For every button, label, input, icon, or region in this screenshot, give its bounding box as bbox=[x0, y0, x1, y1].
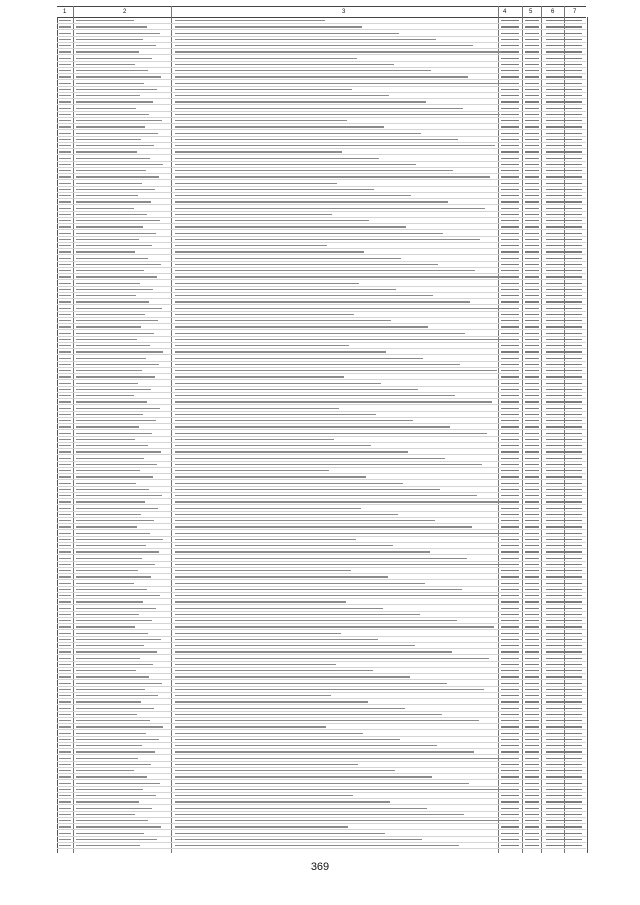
table-row bbox=[57, 412, 586, 418]
table-row bbox=[57, 81, 586, 87]
table-row bbox=[57, 762, 586, 768]
column-header: 7 bbox=[573, 9, 577, 15]
table-row bbox=[57, 312, 586, 318]
table-row bbox=[57, 818, 586, 824]
table-row bbox=[57, 124, 586, 130]
table-row bbox=[57, 281, 586, 287]
table-row bbox=[57, 574, 586, 580]
table-row bbox=[57, 518, 586, 524]
table-row bbox=[57, 687, 586, 693]
table-row bbox=[57, 456, 586, 462]
column-header: 2 bbox=[123, 9, 127, 15]
table-row bbox=[57, 618, 586, 624]
table-row bbox=[57, 681, 586, 687]
table-row bbox=[57, 337, 586, 343]
table-row bbox=[57, 431, 586, 437]
table-row bbox=[57, 362, 586, 368]
table-row bbox=[57, 556, 586, 562]
table-row bbox=[57, 274, 586, 280]
table-row bbox=[57, 737, 586, 743]
table-row bbox=[57, 381, 586, 387]
table-row bbox=[57, 31, 586, 37]
table-row bbox=[57, 593, 586, 599]
table-row bbox=[57, 437, 586, 443]
table-row bbox=[57, 724, 586, 730]
table-row bbox=[57, 718, 586, 724]
column-header: 3 bbox=[342, 9, 346, 15]
table-row bbox=[57, 843, 586, 849]
table-row bbox=[57, 731, 586, 737]
table-row bbox=[57, 349, 586, 355]
table-row bbox=[57, 531, 586, 537]
table-row bbox=[57, 756, 586, 762]
table-row bbox=[57, 374, 586, 380]
table-row bbox=[57, 799, 586, 805]
table-row bbox=[57, 787, 586, 793]
table-row bbox=[57, 806, 586, 812]
table-row bbox=[57, 74, 586, 80]
table-row bbox=[57, 37, 586, 43]
table-row bbox=[57, 249, 586, 255]
table-row bbox=[57, 93, 586, 99]
table-row bbox=[57, 749, 586, 755]
table-row bbox=[57, 599, 586, 605]
table-row bbox=[57, 143, 586, 149]
column-header: 1 bbox=[63, 9, 67, 15]
table-row bbox=[57, 768, 586, 774]
table-row bbox=[57, 299, 586, 305]
table-row bbox=[57, 343, 586, 349]
table-row bbox=[57, 62, 586, 68]
table-row bbox=[57, 781, 586, 787]
table-row bbox=[57, 324, 586, 330]
table-row bbox=[57, 212, 586, 218]
table-row bbox=[57, 831, 586, 837]
table-row bbox=[57, 424, 586, 430]
table-row bbox=[57, 462, 586, 468]
table-row bbox=[57, 162, 586, 168]
table-row bbox=[57, 387, 586, 393]
table-row bbox=[57, 56, 586, 62]
table-row bbox=[57, 156, 586, 162]
table-row bbox=[57, 587, 586, 593]
table-row bbox=[57, 512, 586, 518]
table-row bbox=[57, 406, 586, 412]
table-row bbox=[57, 649, 586, 655]
table-row bbox=[57, 199, 586, 205]
table-row bbox=[57, 368, 586, 374]
table-row bbox=[57, 743, 586, 749]
table-row bbox=[57, 268, 586, 274]
table-row bbox=[57, 674, 586, 680]
table-row bbox=[57, 193, 586, 199]
table-row bbox=[57, 43, 586, 49]
table-row bbox=[57, 537, 586, 543]
table-row bbox=[57, 168, 586, 174]
table-row bbox=[57, 524, 586, 530]
table-row bbox=[57, 549, 586, 555]
table-row bbox=[57, 637, 586, 643]
table-row bbox=[57, 774, 586, 780]
table-row bbox=[57, 24, 586, 30]
table-row bbox=[57, 356, 586, 362]
table-row bbox=[57, 49, 586, 55]
table-row bbox=[57, 106, 586, 112]
table-row bbox=[57, 237, 586, 243]
table-row bbox=[57, 606, 586, 612]
table-row bbox=[57, 187, 586, 193]
table-row bbox=[57, 662, 586, 668]
table-row bbox=[57, 506, 586, 512]
table-row bbox=[57, 231, 586, 237]
column-header: 5 bbox=[529, 9, 533, 15]
table-row bbox=[57, 543, 586, 549]
table-row bbox=[57, 137, 586, 143]
table-row bbox=[57, 493, 586, 499]
table-row bbox=[57, 399, 586, 405]
table-row bbox=[57, 499, 586, 505]
table-row bbox=[57, 293, 586, 299]
table-row bbox=[57, 131, 586, 137]
table-row bbox=[57, 693, 586, 699]
table-row bbox=[57, 668, 586, 674]
table-row bbox=[57, 174, 586, 180]
table-row bbox=[57, 481, 586, 487]
table-row bbox=[57, 487, 586, 493]
table-row bbox=[57, 287, 586, 293]
table-row bbox=[57, 568, 586, 574]
table-row bbox=[57, 112, 586, 118]
table-row bbox=[57, 712, 586, 718]
table-row bbox=[57, 824, 586, 830]
table-row bbox=[57, 643, 586, 649]
table-row bbox=[57, 468, 586, 474]
page-number: 369 bbox=[310, 861, 330, 873]
table-row bbox=[57, 612, 586, 618]
table-row bbox=[57, 631, 586, 637]
table-row bbox=[57, 624, 586, 630]
table-row bbox=[57, 793, 586, 799]
table-row bbox=[57, 318, 586, 324]
table-row bbox=[57, 87, 586, 93]
table-row bbox=[57, 449, 586, 455]
table-row bbox=[57, 256, 586, 262]
table-row bbox=[57, 206, 586, 212]
table-row bbox=[57, 581, 586, 587]
table-row bbox=[57, 224, 586, 230]
table-row bbox=[57, 812, 586, 818]
table-row bbox=[57, 18, 586, 24]
table-row bbox=[57, 562, 586, 568]
table-row bbox=[57, 149, 586, 155]
table-row bbox=[57, 706, 586, 712]
table-row bbox=[57, 474, 586, 480]
table-row bbox=[57, 68, 586, 74]
table-row bbox=[57, 418, 586, 424]
table-row bbox=[57, 306, 586, 312]
table-row bbox=[57, 393, 586, 399]
table-row bbox=[57, 243, 586, 249]
table-row bbox=[57, 181, 586, 187]
column-header: 6 bbox=[551, 9, 555, 15]
table-row bbox=[57, 218, 586, 224]
table-row bbox=[57, 656, 586, 662]
table-row bbox=[57, 262, 586, 268]
table-row bbox=[57, 331, 586, 337]
table-row bbox=[57, 443, 586, 449]
table-row bbox=[57, 699, 586, 705]
table-row bbox=[57, 118, 586, 124]
table-row bbox=[57, 837, 586, 843]
column-header: 4 bbox=[503, 9, 507, 15]
table-row bbox=[57, 99, 586, 105]
